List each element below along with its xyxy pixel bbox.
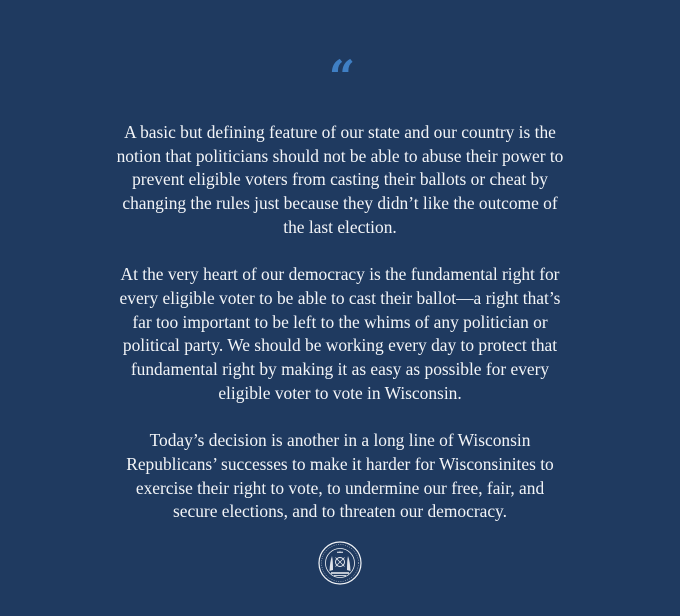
state-seal-icon [318,541,362,585]
text-line: Republicans’ successes to make it harder for Wisconsinites to [126,453,554,474]
text-line: Today’s decision is another in a long line of Wisconsin [149,430,531,451]
text-line: A basic but defining feature of our state and our country is the [124,122,556,142]
text-line: the last election. [283,216,397,237]
text-line: notion that politicians should not be able to abuse their power to [116,145,564,166]
statement-text [70,121,610,548]
text-line: At the very heart of our democracy is the fundamental right for [120,264,560,285]
text-line: prevent eligible voters from casting their ballots or cheat by [132,169,548,190]
text-line: every eligible voter to be able to cast their ballot—a right that’s [119,287,561,308]
paragraph-3 [70,429,610,524]
text-line: eligible voter to vote in Wisconsin. [218,382,462,403]
text-line: far too important to be left to the whims of any politician or [132,311,548,332]
text-line: secure elections, and to threaten our democracy. [173,501,507,522]
text-line: fundamental right by making it as easy as possible for every [130,359,550,380]
text-line: exercise their right to vote, to undermine our free, fair, and [135,477,545,498]
quote-mark-icon: “ [328,50,352,104]
text-line: political party. We should be working every day to protect that [122,335,558,356]
text-line: changing the rules just because they didn’t like the outcome of [122,193,558,214]
paragraph-1 [70,121,610,240]
paragraph-2 [70,263,610,405]
